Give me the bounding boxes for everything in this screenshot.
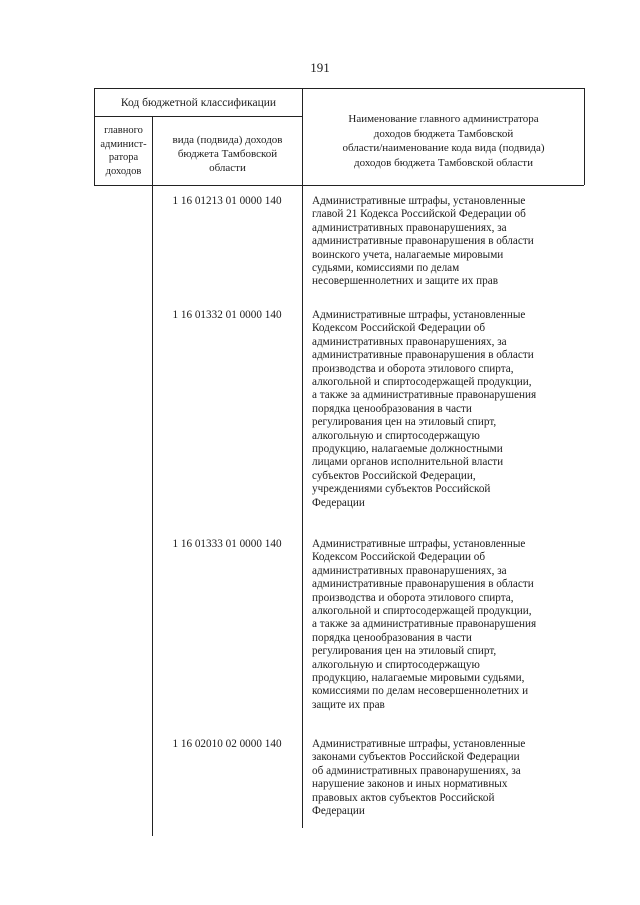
column-divider-admin <box>152 116 153 836</box>
header-group-label: Код бюджетной классификации <box>120 97 277 109</box>
header-col-code: вида (подвида) доходов бюджета Тамбовской области <box>172 134 283 174</box>
column-divider-code <box>302 88 303 828</box>
page-number: 191 <box>310 60 330 75</box>
row-code: 1 16 01332 01 0000 140 <box>172 309 282 321</box>
row-code: 1 16 02010 02 0000 140 <box>172 738 282 750</box>
header-col-name: Наименование главного администратора доходов бюджета Тамбовской области/наименование кода вида (подвида) доходов бюджета Тамбовской области <box>342 113 545 169</box>
header-col-admin: главного админист- ратора доходов <box>100 125 147 177</box>
header-group-underline <box>94 116 302 117</box>
table-right-border <box>584 88 585 185</box>
row-code: 1 16 01333 01 0000 140 <box>172 538 282 550</box>
header-bottom-border <box>94 185 584 186</box>
row-description: Административные штрафы, установленные главой 21 Кодекса Российской Федерации об административных правонарушениях, за административные правонарушения в области воинского учета, налагаемые мировыми судьями, комиссиями по делам несовершеннолетних и защите их прав <box>312 195 534 288</box>
row-description: Административные штрафы, установленные законами субъектов Российской Федерации об административных правонарушениях, за нарушение законов и иных нормативных правовых актов субъектов Российской Федерации <box>312 738 526 818</box>
row-code: 1 16 01213 01 0000 140 <box>172 195 282 207</box>
row-description: Административные штрафы, установленные Кодексом Российской Федерации об административных правонарушениях, за административные правонарушения в области производства и оборота этилового спирта, алкогольной и спиртосодержащей продукции, а также за административные правонарушения порядка ценообразования в части регулирования цен на этиловый спирт, алкогольную и спиртосодержащую продукцию, налагаемые мировыми судьями, комиссиями по делам несовершеннолетних и защите их прав <box>312 538 537 711</box>
row-description: Административные штрафы, установленные Кодексом Российской Федерации об административных правонарушениях, за административные правонарушения в области производства и оборота этилового спирта, алкогольной и спиртосодержащей продукции, а также за административные правонарушения порядка ценообразования в части регулирования цен на этиловый спирт, алкогольную и спиртосодержащую продукцию, налагаемые должностными лицами органов исполнительной власти субъектов Российской Федерации, учреждениями субъектов Российской Федерации <box>312 309 537 509</box>
table-top-border <box>94 88 584 89</box>
